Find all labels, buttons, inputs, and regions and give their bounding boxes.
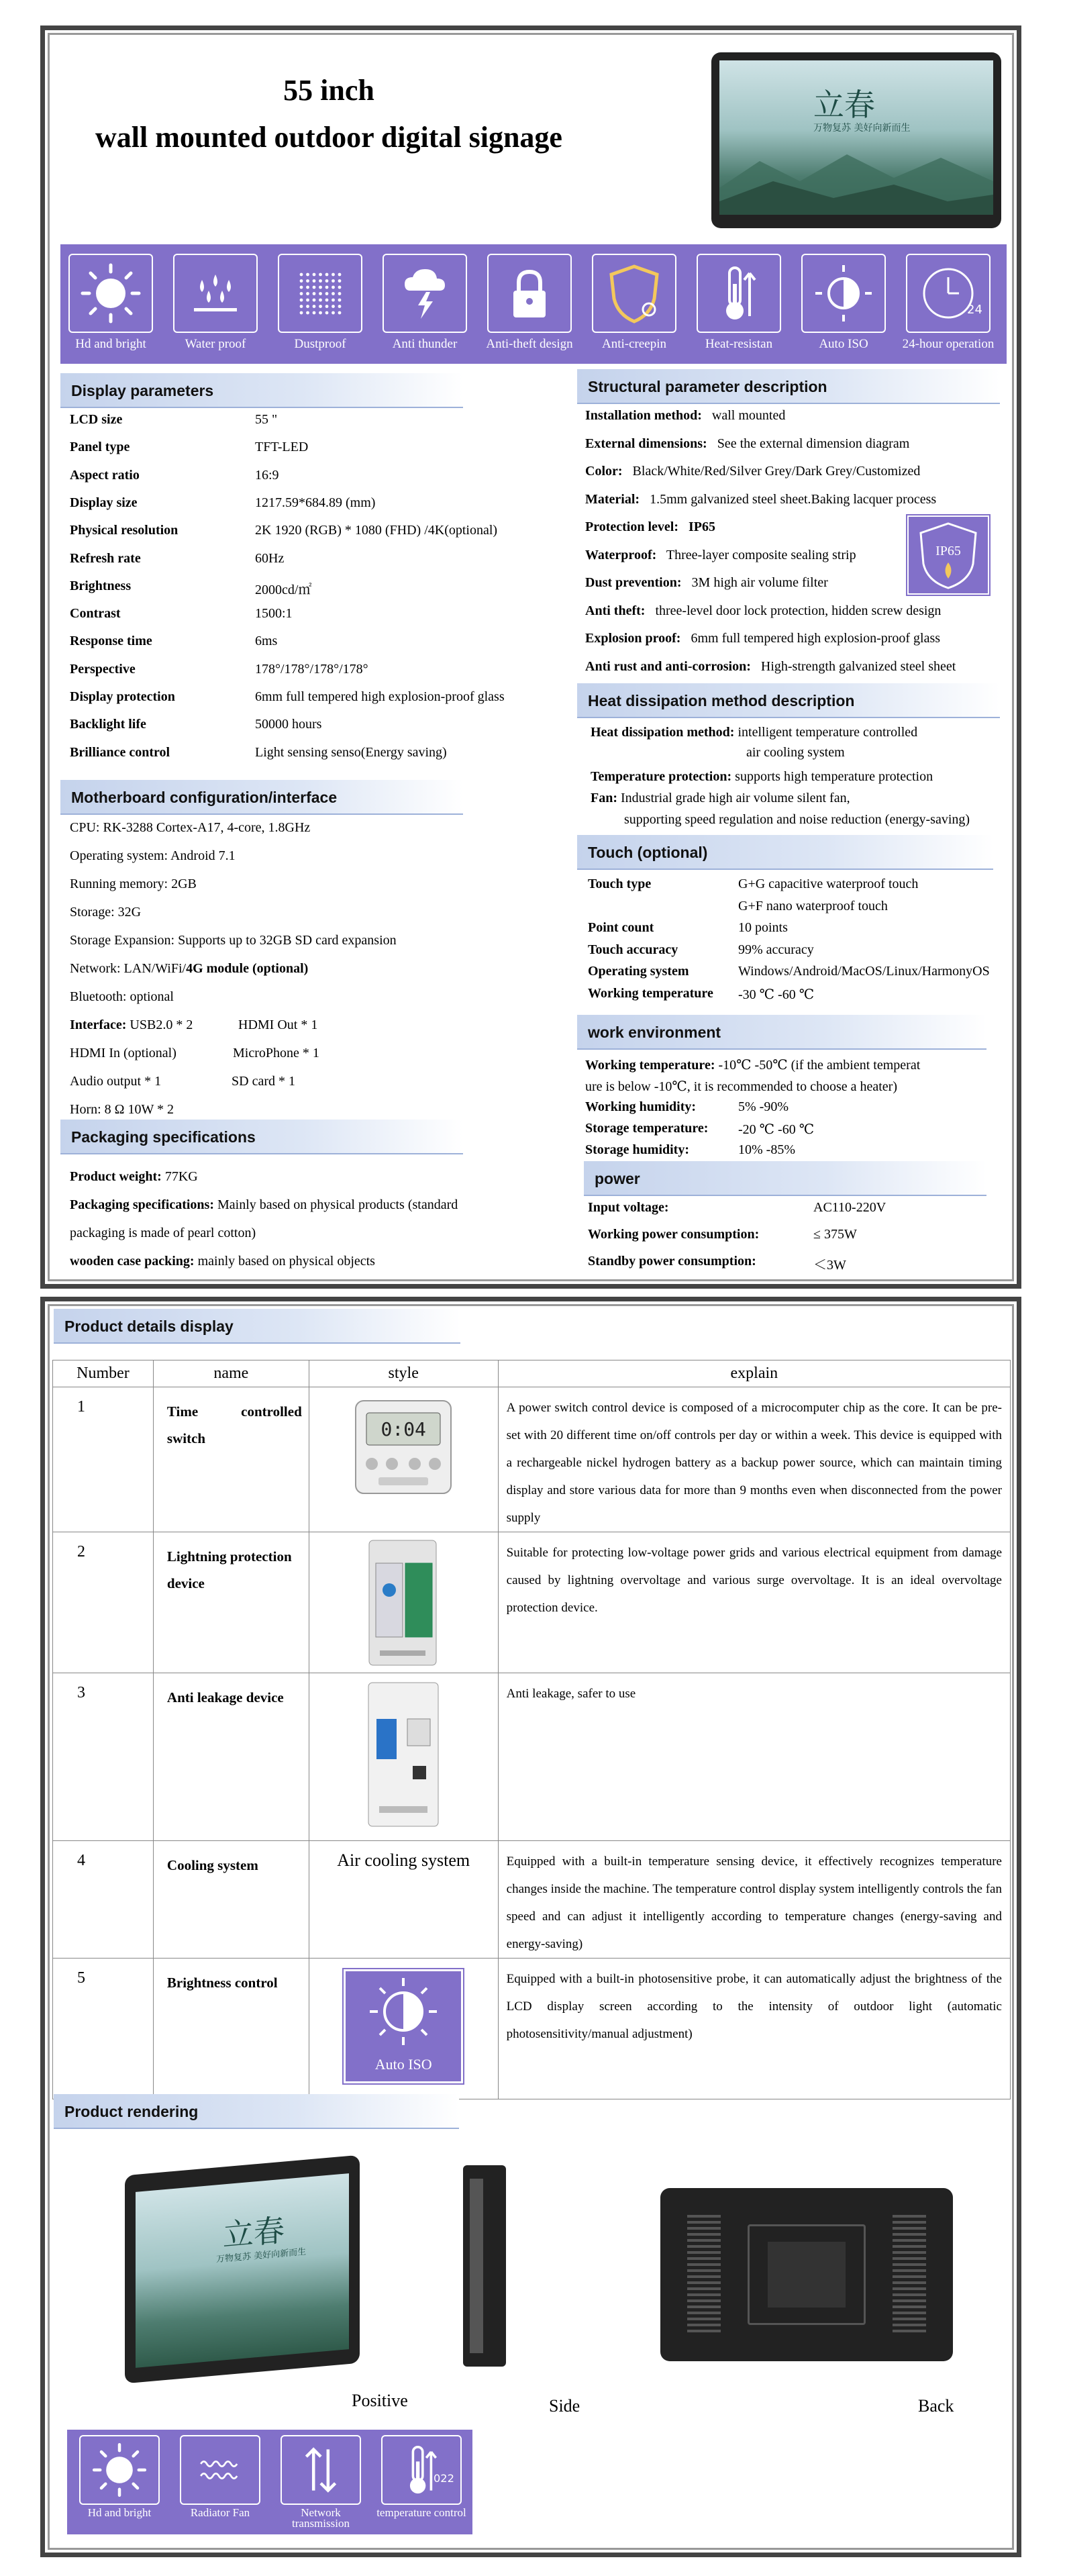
touch-row-value: G+F nano waterproof touch bbox=[738, 898, 888, 913]
structural-row: Dust prevention: 3M high air volume filter bbox=[585, 575, 828, 590]
display-row-label: Brilliance control bbox=[70, 744, 170, 760]
clock-24-icon bbox=[915, 260, 982, 327]
feature-water-drops bbox=[169, 254, 262, 352]
section-header-heat: Heat dissipation method description bbox=[577, 683, 1000, 718]
horn-spec: Horn: 8 Ω 10W * 2 bbox=[70, 1102, 174, 1117]
display-row-value: 1500:1 bbox=[255, 606, 293, 622]
display-row-value: 2000cd/㎡ bbox=[255, 582, 312, 597]
feature-label: Heat-resistan bbox=[705, 337, 773, 351]
packaging-spec-cont: packaging is made of pearl cotton) bbox=[70, 1226, 256, 1240]
storage-spec: Storage: 32G bbox=[70, 905, 142, 920]
feature-label: Anti thunder bbox=[392, 337, 458, 351]
interface-spec: Interface: USB2.0 * 2 bbox=[70, 1018, 193, 1032]
leakage-breaker-image bbox=[356, 1679, 450, 1830]
rendering-feature-network-arrows bbox=[274, 2435, 368, 2529]
table-header-row bbox=[53, 1360, 1011, 1387]
heat-method: Heat dissipation method: intelligent temperature controlled bbox=[591, 725, 918, 740]
col-number: Number bbox=[53, 1360, 154, 1387]
structural-row: Color: Black/White/Red/Silver Grey/Dark Grey/Customized bbox=[585, 464, 921, 479]
feature-padlock bbox=[483, 254, 576, 352]
table-row: 4 Cooling system Air cooling system Equipped with a built-in temperature sensing device, it effectively recognizes temperature changes inside the machine. The temperature control display system intelligently controls the fan speed and can adjust it intelligently according to temperature changes (energy-saving and energy-saving) bbox=[53, 1841, 1011, 1959]
power-row-label: Standby power consumption: bbox=[588, 1254, 756, 1269]
feature-label: 24-hour operation bbox=[902, 337, 995, 351]
ram-spec: Running memory: 2GB bbox=[70, 877, 197, 891]
table-row: 2 Lightning protection device Suitable for protecting low-voltage power grids and various electrical equipment from damage caused by lightning overvoltage and various surge overvoltage. It is an ideal overvoltage protection device. bbox=[53, 1532, 1011, 1673]
env-row-label: Storage temperature: bbox=[585, 1121, 709, 1136]
structural-row: Anti rust and anti-corrosion: High-strength galvanized steel sheet bbox=[585, 658, 956, 674]
feature-label: Anti-theft design bbox=[486, 337, 573, 351]
feature-label: temperature control bbox=[376, 2506, 466, 2519]
product-details-table bbox=[52, 1360, 1011, 2099]
sd-spec: SD card * 1 bbox=[232, 1074, 295, 1089]
env-row-value: 5% -90% bbox=[738, 1099, 789, 1114]
section-header-rendering: Product rendering bbox=[54, 2094, 459, 2129]
feature-label: Auto ISO bbox=[819, 337, 868, 351]
timer-switch-image bbox=[352, 1397, 455, 1497]
network-arrows-icon bbox=[291, 2440, 351, 2500]
feature-dust-grid bbox=[274, 254, 366, 352]
padlock-icon bbox=[496, 260, 563, 327]
page-title: 55 inch wall mounted outdoor digital signage bbox=[95, 74, 562, 154]
structural-row: Explosion proof: 6mm full tempered high explosion-proof glass bbox=[585, 631, 941, 646]
display-row-label: LCD size bbox=[70, 412, 123, 427]
fan-spec: Fan: Industrial grade high air volume silent fan, bbox=[591, 791, 850, 805]
sun-icon bbox=[77, 260, 144, 327]
display-row-value: 1217.59*684.89 (mm) bbox=[255, 495, 376, 510]
feature-thermometer bbox=[693, 254, 785, 352]
power-row-label: Input voltage: bbox=[588, 1200, 669, 1215]
feature-label: Water proof bbox=[185, 337, 246, 351]
hero-monitor-image bbox=[711, 52, 1001, 228]
table-row: 1 Time controlled switch 0:04 A power switch control device is composed of a microcomputer chip as the core. It can be pre-set with 20 different time on/off controls per day or within a week. This device is equipped with a rechargeable nickel hydrogen battery as a backup power source, which can maintain timing display and store various data for more than 9 months even when disconnected from the power supply bbox=[53, 1387, 1011, 1532]
rendering-feature-thermometer bbox=[374, 2435, 468, 2518]
side-label: Side bbox=[549, 2396, 580, 2416]
front-calligraphy: 立春 bbox=[223, 2213, 285, 2253]
touch-row-label: Working temperature bbox=[588, 985, 713, 1001]
packaging-spec: Packaging specifications: Mainly based on physical products (standard bbox=[70, 1197, 458, 1212]
display-row-value: 6ms bbox=[255, 634, 278, 649]
display-row-label: Perspective bbox=[70, 661, 136, 677]
display-row-value: 60Hz bbox=[255, 550, 285, 566]
section-header-touch: Touch (optional) bbox=[577, 835, 993, 870]
back-view-image bbox=[660, 2188, 953, 2361]
display-row-label: Aspect ratio bbox=[70, 467, 140, 483]
dust-grid-icon bbox=[287, 260, 354, 327]
half-sun-icon bbox=[363, 1971, 444, 2052]
display-row-label: Brightness bbox=[70, 578, 132, 593]
display-row-label: Display protection bbox=[70, 689, 175, 704]
display-row-label: Physical resolution bbox=[70, 523, 179, 538]
mic-spec: MicroPhone * 1 bbox=[233, 1046, 319, 1060]
display-row-label: Contrast bbox=[70, 606, 121, 622]
feature-half-sun bbox=[797, 254, 890, 352]
structural-row: External dimensions: See the external dimension diagram bbox=[585, 436, 910, 451]
col-explain: explain bbox=[498, 1360, 1010, 1387]
hdmi-out-spec: HDMI Out * 1 bbox=[238, 1018, 318, 1032]
feature-label: Dustproof bbox=[294, 337, 346, 351]
env-row-value: -20 ℃ -60 ℃ bbox=[738, 1122, 815, 1137]
surge-protector-image bbox=[360, 1536, 447, 1668]
shield-icon bbox=[601, 260, 668, 327]
display-row-label: Refresh rate bbox=[70, 550, 141, 566]
cpu-spec: CPU: RK-3288 Cortex-A17, 4-core, 1.8GHz bbox=[70, 820, 311, 835]
display-row-value: 55 " bbox=[255, 412, 278, 427]
power-row-value: ＜3W bbox=[813, 1258, 846, 1273]
section-header-motherboard: Motherboard configuration/interface bbox=[60, 780, 463, 815]
col-style: style bbox=[309, 1360, 498, 1387]
structural-row: Anti theft: three-level door lock protection, hidden screw design bbox=[585, 603, 942, 618]
section-header-display: Display parameters bbox=[60, 373, 463, 408]
icon-badge-text: 022 bbox=[434, 2472, 454, 2485]
env-row-value: 10% -85% bbox=[738, 1142, 795, 1157]
structural-row: Waterproof: Three-layer composite sealing strip bbox=[585, 547, 856, 562]
touch-row-label: Touch type bbox=[588, 877, 652, 891]
display-row-label: Backlight life bbox=[70, 717, 146, 732]
display-row-label: Panel type bbox=[70, 440, 130, 455]
section-header-details: Product details display bbox=[54, 1309, 460, 1344]
front-subtitle: 万物复苏 美好向新而生 bbox=[216, 2246, 307, 2265]
feature-label: Radiator Fan bbox=[190, 2506, 250, 2519]
display-row-value: Light sensing senso(Energy saving) bbox=[255, 744, 447, 760]
water-drops-icon bbox=[182, 260, 249, 327]
audio-spec: Audio output * 1 bbox=[70, 1074, 162, 1089]
back-label: Back bbox=[918, 2396, 954, 2416]
os-spec: Operating system: Android 7.1 bbox=[70, 848, 236, 863]
icon-badge-text: 24 bbox=[967, 303, 982, 317]
hdmi-in-spec: HDMI In (optional) bbox=[70, 1046, 176, 1060]
bluetooth-spec: Bluetooth: optional bbox=[70, 989, 174, 1004]
positive-label: Positive bbox=[352, 2391, 408, 2410]
touch-row-value: Windows/Android/MacOS/Linux/HarmonyOS bbox=[738, 964, 990, 979]
touch-row-label: Point count bbox=[588, 920, 654, 935]
power-row-label: Working power consumption: bbox=[588, 1227, 760, 1242]
feature-sun bbox=[64, 254, 157, 352]
rendering-feature-sun bbox=[72, 2435, 166, 2518]
structural-row: Installation method: wall mounted bbox=[585, 408, 786, 423]
timer-display: 0:04 bbox=[381, 1418, 426, 1440]
auto-iso-badge: Auto ISO bbox=[344, 1969, 463, 2083]
fan-spec-cont: supporting speed regulation and noise reduction (energy-saving) bbox=[624, 812, 970, 827]
feature-label: Network transmission bbox=[292, 2506, 350, 2530]
ip65-badge: IP65 bbox=[907, 515, 989, 595]
section-header-structural: Structural parameter description bbox=[577, 369, 1000, 404]
expansion-spec: Storage Expansion: Supports up to 32GB SD card expansion bbox=[70, 933, 397, 948]
feature-lightning-cloud bbox=[378, 254, 471, 352]
touch-row-value: 10 points bbox=[738, 920, 788, 935]
temp-protection: Temperature protection: supports high temperature protection bbox=[591, 769, 933, 784]
display-row-value: 16:9 bbox=[255, 467, 279, 483]
power-row-value: AC110-220V bbox=[813, 1200, 886, 1215]
heat-method-cont: air cooling system bbox=[746, 745, 845, 760]
env-row-label: Working humidity: bbox=[585, 1099, 697, 1114]
working-temperature: Working temperature: -10℃ -50℃ (if the ambient temperat bbox=[585, 1058, 921, 1073]
thermometer-icon bbox=[391, 2440, 452, 2500]
structural-row: Protection level: IP65 bbox=[585, 519, 716, 534]
display-row-value: TFT-LED bbox=[255, 440, 309, 455]
touch-row-value: G+G capacitive waterproof touch bbox=[738, 877, 919, 891]
display-row-value: 50000 hours bbox=[255, 717, 322, 732]
working-temperature-cont: ure is below -10℃, it is recommended to choose a heater) bbox=[585, 1079, 897, 1094]
network-spec: Network: LAN/WiFi/4G module (optional) bbox=[70, 961, 309, 976]
feature-label: Anti-creepin bbox=[601, 337, 666, 351]
thermometer-icon bbox=[705, 260, 772, 327]
rendering-feature-fan bbox=[173, 2435, 267, 2518]
table-row: 3 Anti leakage device Anti leakage, safer to use bbox=[53, 1673, 1011, 1841]
wooden-case: wooden case packing: mainly based on physical objects bbox=[70, 1254, 375, 1269]
hero-calligraphy: 立春 bbox=[813, 87, 875, 123]
hero-subtitle: 万物复苏 美好向新而生 bbox=[813, 123, 911, 134]
display-row-value: 2K 1920 (RGB) * 1080 (FHD) /4K(optional) bbox=[255, 523, 498, 538]
section-header-environment: work environment bbox=[577, 1015, 986, 1050]
structural-row: Material: 1.5mm galvanized steel sheet.Baking lacquer process bbox=[585, 491, 937, 507]
product-weight: Product weight: 77KG bbox=[70, 1169, 198, 1184]
touch-row-label: Touch accuracy bbox=[588, 942, 678, 957]
display-row-label: Response time bbox=[70, 634, 152, 649]
feature-label: Hd and bright bbox=[75, 337, 146, 351]
display-row-label: Display size bbox=[70, 495, 138, 510]
col-name: name bbox=[153, 1360, 309, 1387]
feature-clock-24 bbox=[902, 254, 995, 352]
section-header-power: power bbox=[584, 1161, 986, 1196]
feature-shield bbox=[588, 254, 680, 352]
power-row-value: ≤ 375W bbox=[813, 1227, 857, 1242]
touch-row-value: 99% accuracy bbox=[738, 942, 814, 957]
sun-icon bbox=[89, 2440, 150, 2500]
env-row-label: Storage humidity: bbox=[585, 1142, 689, 1157]
table-row: 5 Brightness control Auto ISO Equipped with a built-in photosensitive probe, it can automatically adjust the brightness of the LCD display screen according to the intensity of outdoor light (automatic photosensitivity/manual adjustment) bbox=[53, 1959, 1011, 2099]
touch-row-label: Operating system bbox=[588, 964, 689, 979]
lightning-cloud-icon bbox=[391, 260, 458, 327]
half-sun-icon bbox=[810, 260, 877, 327]
side-view-image bbox=[463, 2165, 506, 2367]
front-view-image bbox=[125, 2155, 360, 2384]
display-row-value: 6mm full tempered high explosion-proof glass bbox=[255, 689, 505, 704]
section-header-packaging: Packaging specifications bbox=[60, 1120, 463, 1154]
feature-label: Hd and bright bbox=[87, 2506, 152, 2519]
mountain-graphic bbox=[719, 141, 993, 215]
touch-row-value: -30 ℃ -60 ℃ bbox=[738, 987, 815, 1002]
fan-icon bbox=[190, 2440, 250, 2500]
display-row-value: 178°/178°/178°/178° bbox=[255, 661, 368, 677]
